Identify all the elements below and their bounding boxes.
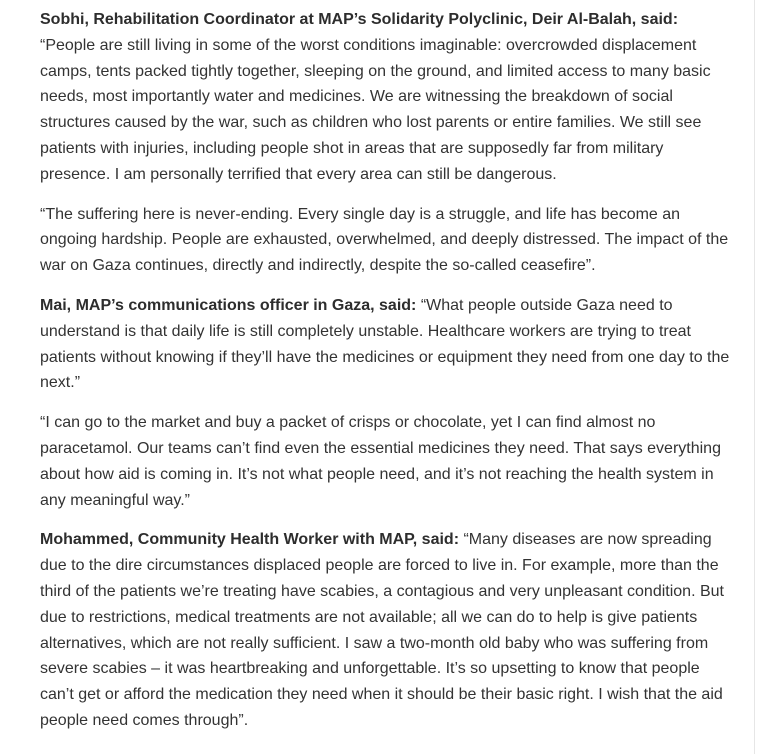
article-body [40, 7, 733, 748]
quote-text-sobhi: “People are still living in some of the worst conditions imaginable: overcrowded displacement camps, tents packed tightly together, sleeping on the ground, and limited access to many basic needs, most importantly water and medicines. We are witnessing the breakdown of social structures caused by the war, such as children who lost parents or entire families. We still see patients with injuries, including people shot in areas that are supposedly far from military presence. I am personally terrified that every area can still be dangerous. [40, 36, 711, 183]
quote-paragraph-mohammed [40, 527, 733, 733]
quote-paragraph-mai [40, 293, 733, 396]
quote-paragraph-mai-continued [40, 410, 733, 513]
speaker-name-mohammed: Mohammed, Community Health Worker with MAP, said: [40, 531, 460, 549]
quote-text-mai: “What people outside Gaza need to understand is that daily life is still completely unstable. Healthcare workers are trying to treat patients without knowing if they’ll have the medicines or equipment they need from one day to the next.” [40, 296, 730, 392]
quote-paragraph-sobhi-continued [40, 202, 733, 279]
quote-text-sobhi-continued: “The suffering here is never-ending. Every single day is a struggle, and life has become an ongoing hardship. People are exhausted, overwhelmed, and deeply distressed. The impact of the war on Gaza continues, directly and indirectly, despite the so-called ceasefire”. [40, 205, 729, 275]
speaker-name-sobhi: Sobhi, Rehabilitation Coordinator at MAP’s Solidarity Polyclinic, Deir Al-Balah, said: [40, 11, 679, 28]
quote-paragraph-sobhi [40, 7, 733, 188]
speaker-name-mai: Mai, MAP’s communications officer in Gaza, said: [40, 296, 417, 314]
quote-text-mohammed: “Many diseases are now spreading due to the dire circumstances displaced people are forced to live in. For example, more than the third of the patients we’re treating have scabies, a contagious and very unpleasant condition. But due to restrictions, medical treatments are not available; all we can do to help is give patients alternatives, which are not really sufficient. I saw a two-month old baby who was suffering from severe scabies – it was heartbreaking and unforgettable. It’s so upsetting to know that people can’t get or afford the medication they need when it should be their basic right. I wish that the aid people need comes through”. [40, 531, 724, 729]
quote-text-mai-continued: “I can go to the market and buy a packet of crisps or chocolate, yet I can find almost no paracetamol. Our teams can’t find even the essential medicines they need. That says everything about how aid is coming in. It’s not what people need, and it’s not reaching the health system in any meaningful way.” [40, 414, 721, 509]
page-edge-divider [754, 0, 755, 754]
